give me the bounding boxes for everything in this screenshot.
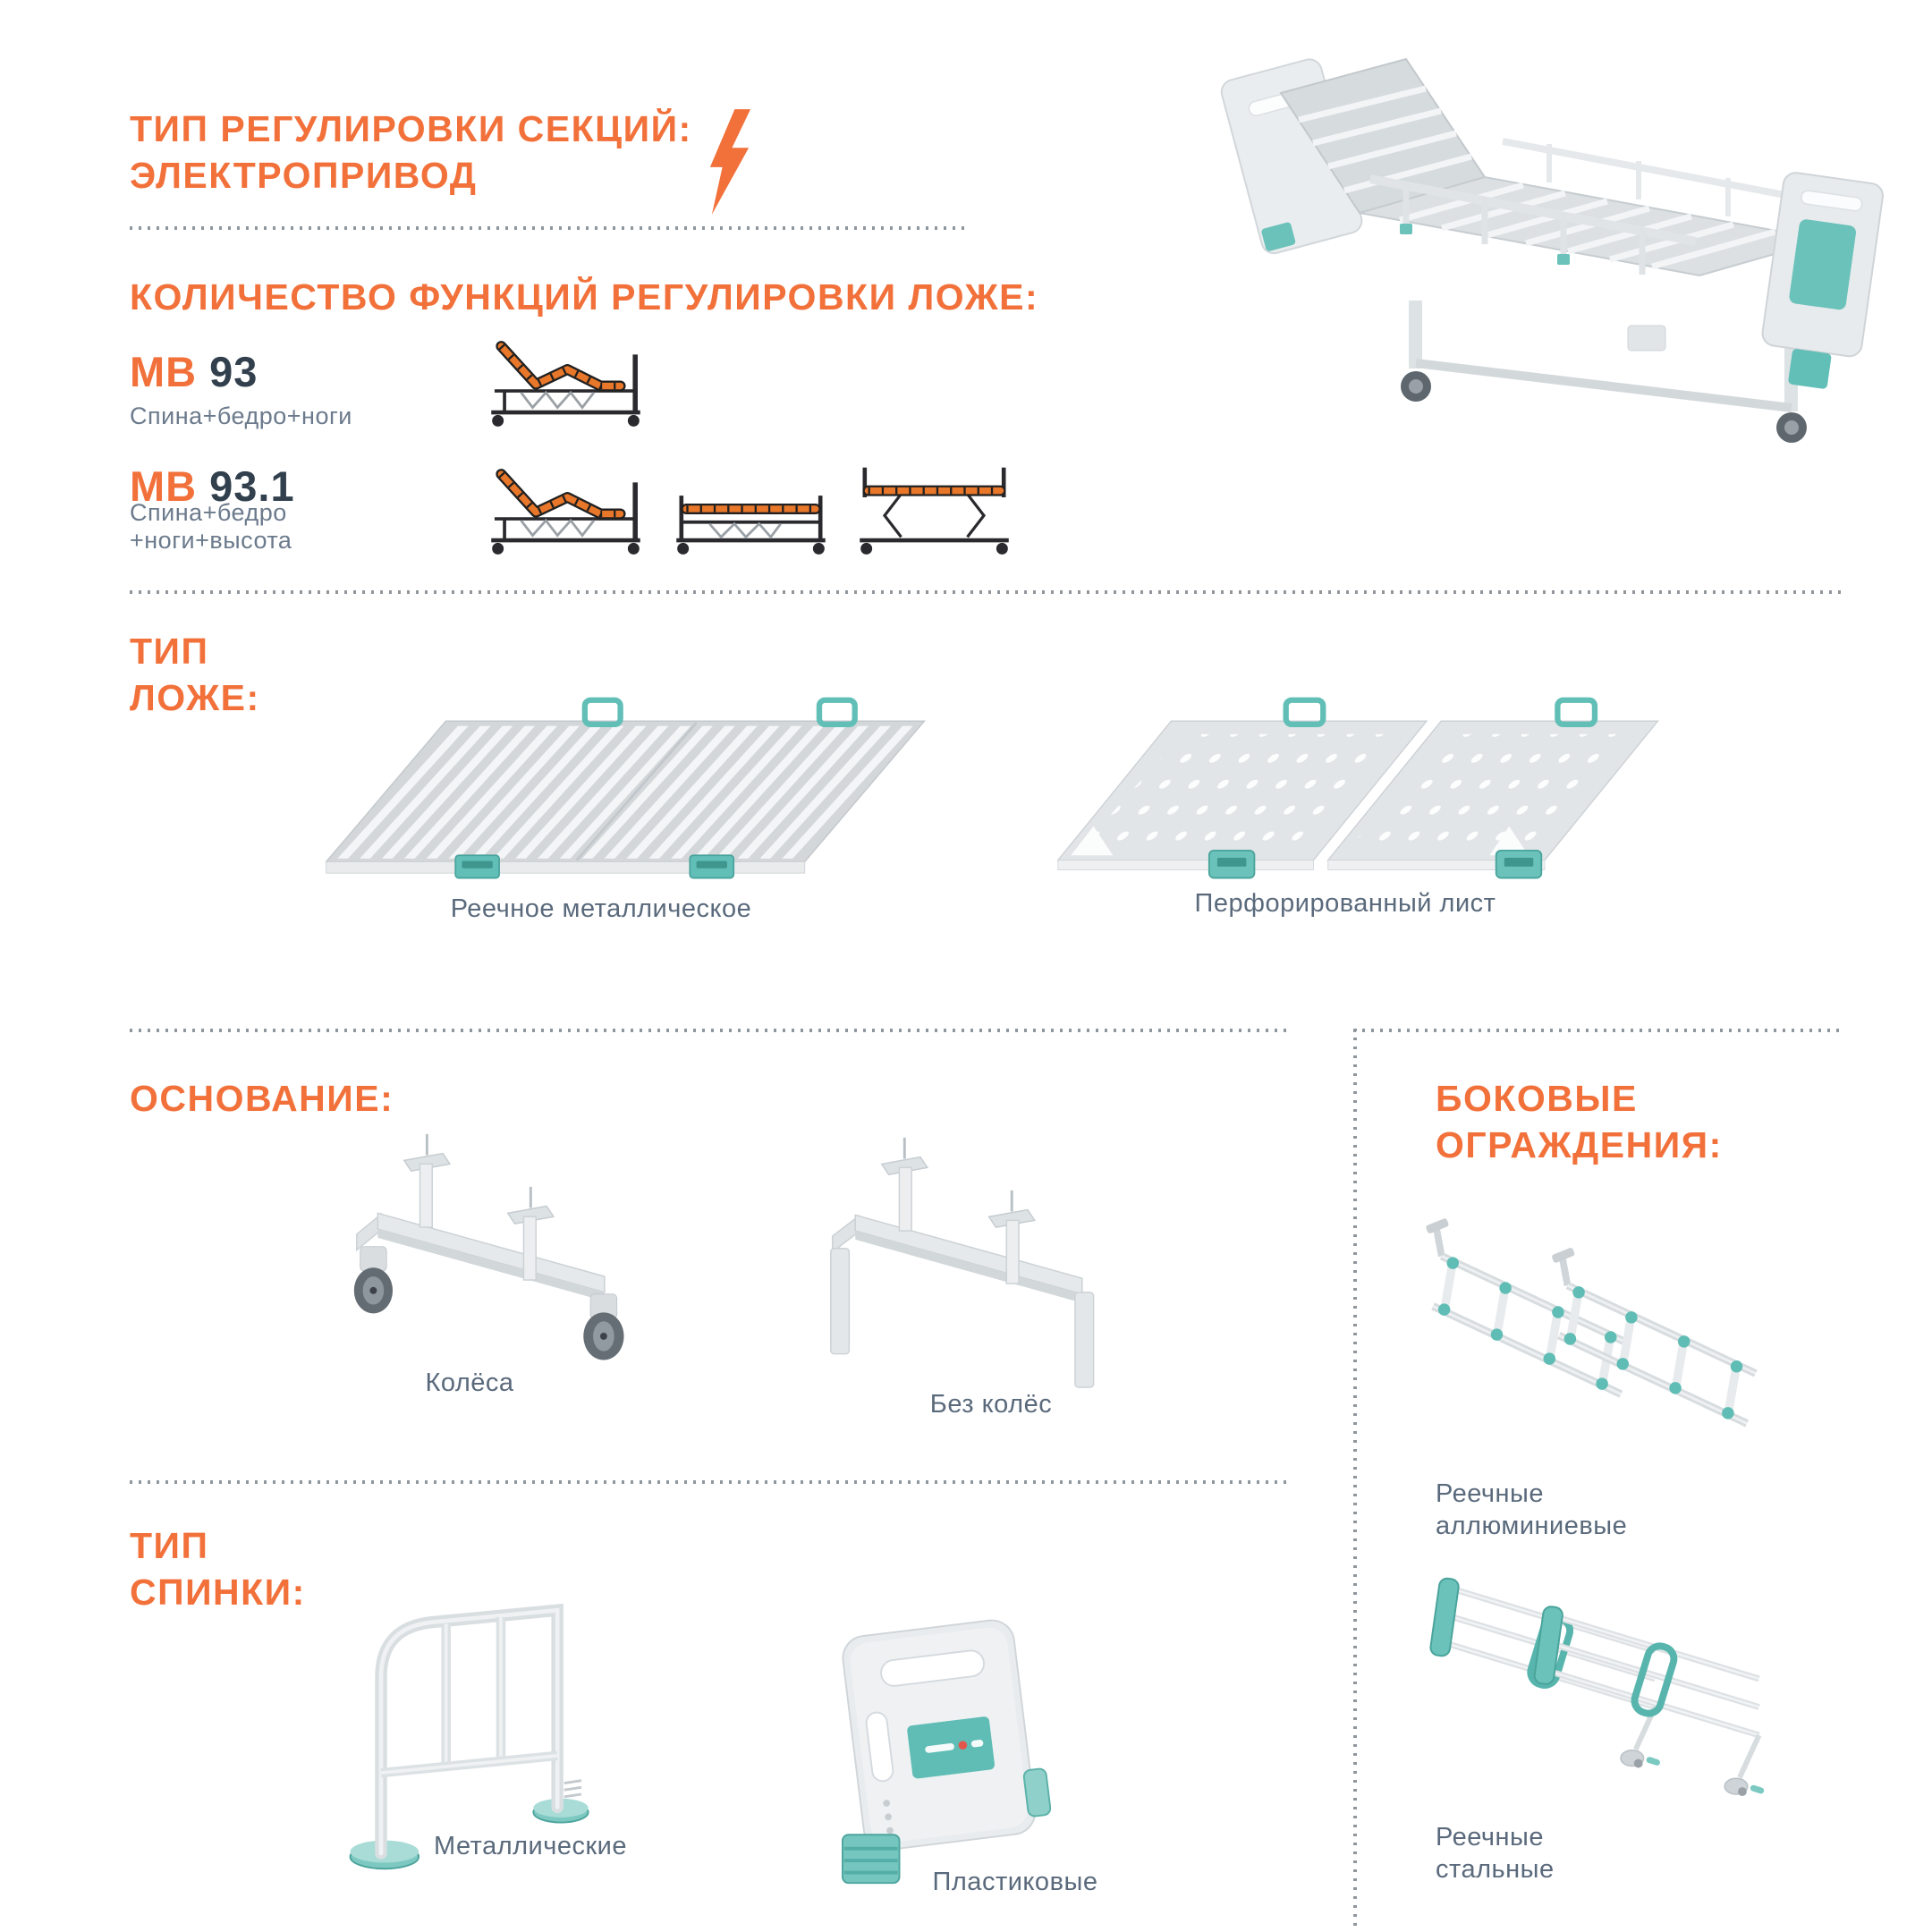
bed-position-icon-back-knee-2 [483, 461, 648, 556]
bed-type-title-line1: ТИП [130, 631, 209, 672]
lightning-icon [705, 107, 753, 216]
bed-position-icon-back-knee [483, 333, 648, 428]
model-number: 93 [209, 348, 258, 395]
divider-top [130, 226, 970, 230]
steel-rails-illustration [1420, 1561, 1765, 1852]
side-rails-title [1436, 1075, 1723, 1168]
base-option-label: Без колёс [929, 1390, 1053, 1419]
model-desc-mb931 [130, 499, 292, 555]
bed-position-icon-flat-high [852, 461, 1017, 556]
model-code: МВ [130, 462, 198, 510]
base-option-label: Колёса [425, 1368, 514, 1397]
bed-position-icon-flat-low [668, 461, 834, 556]
bed-type-title-line2: ЛОЖЕ: [130, 677, 260, 718]
base-title: ОСНОВАНИЕ: [130, 1078, 394, 1119]
divider-siderails-top [1353, 1029, 1843, 1032]
perforated-platform-illustration [1029, 673, 1673, 883]
backrest-title-line1: ТИП [130, 1525, 209, 1566]
side-rails-option-line1: Реечные [1436, 1823, 1544, 1852]
divider-functions-bedtype [130, 590, 1843, 594]
divider-base-backrest [130, 1480, 1292, 1484]
base-no-wheels-illustration [823, 1134, 1118, 1389]
model-name-mb93 [130, 347, 258, 396]
model-desc-mb93: Спина+бедро+ноги [130, 402, 352, 429]
side-rails-option-line1: Реечные [1436, 1479, 1544, 1508]
side-rails-option-line2: аллюминиевые [1436, 1512, 1628, 1540]
bed-type-option-label: Реечное металлическое [450, 894, 752, 923]
metal-backrest-illustration [326, 1574, 595, 1874]
bed-type-option-label: Перфорированный лист [1194, 889, 1496, 918]
divider-siderails-left [1353, 1029, 1357, 1932]
adjustment-title-line2: ЭЛЕКТРОПРИВОД [130, 155, 478, 196]
adjustment-title [130, 106, 692, 199]
functions-title: КОЛИЧЕСТВО ФУНКЦИЙ РЕГУЛИРОВКИ ЛОЖЕ: [130, 276, 1039, 318]
side-rails-title-line1: БОКОВЫЕ [1436, 1078, 1638, 1119]
slatted-platform-illustration [277, 673, 957, 883]
side-rails-option-label [1436, 1821, 1555, 1885]
backrest-title [130, 1522, 306, 1615]
divider-bedtype-base [130, 1029, 1292, 1032]
model-desc-line2: +ноги+высота [130, 527, 292, 554]
model-code: МВ [130, 348, 198, 395]
bed-type-title [130, 628, 260, 721]
side-rails-option-label [1436, 1478, 1627, 1542]
adjustment-title-line1: ТИП РЕГУЛИРОВКИ СЕКЦИЙ: [130, 108, 692, 149]
aluminum-rails-illustration [1420, 1216, 1765, 1458]
plastic-backrest-illustration [818, 1572, 1051, 1899]
model-desc-line1: Спина+бедро [130, 499, 287, 526]
base-wheels-illustration [349, 1129, 644, 1384]
model-number: 93.1 [209, 462, 295, 510]
side-rails-title-line2: ОГРАЖДЕНИЯ: [1436, 1124, 1723, 1165]
backrest-option-label: Пластиковые [932, 1868, 1098, 1896]
hospital-bed-illustration [1199, 7, 1914, 454]
side-rails-option-line2: стальные [1436, 1855, 1555, 1884]
backrest-title-line2: СПИНКИ: [130, 1572, 306, 1613]
backrest-option-label: Металлические [433, 1832, 628, 1860]
